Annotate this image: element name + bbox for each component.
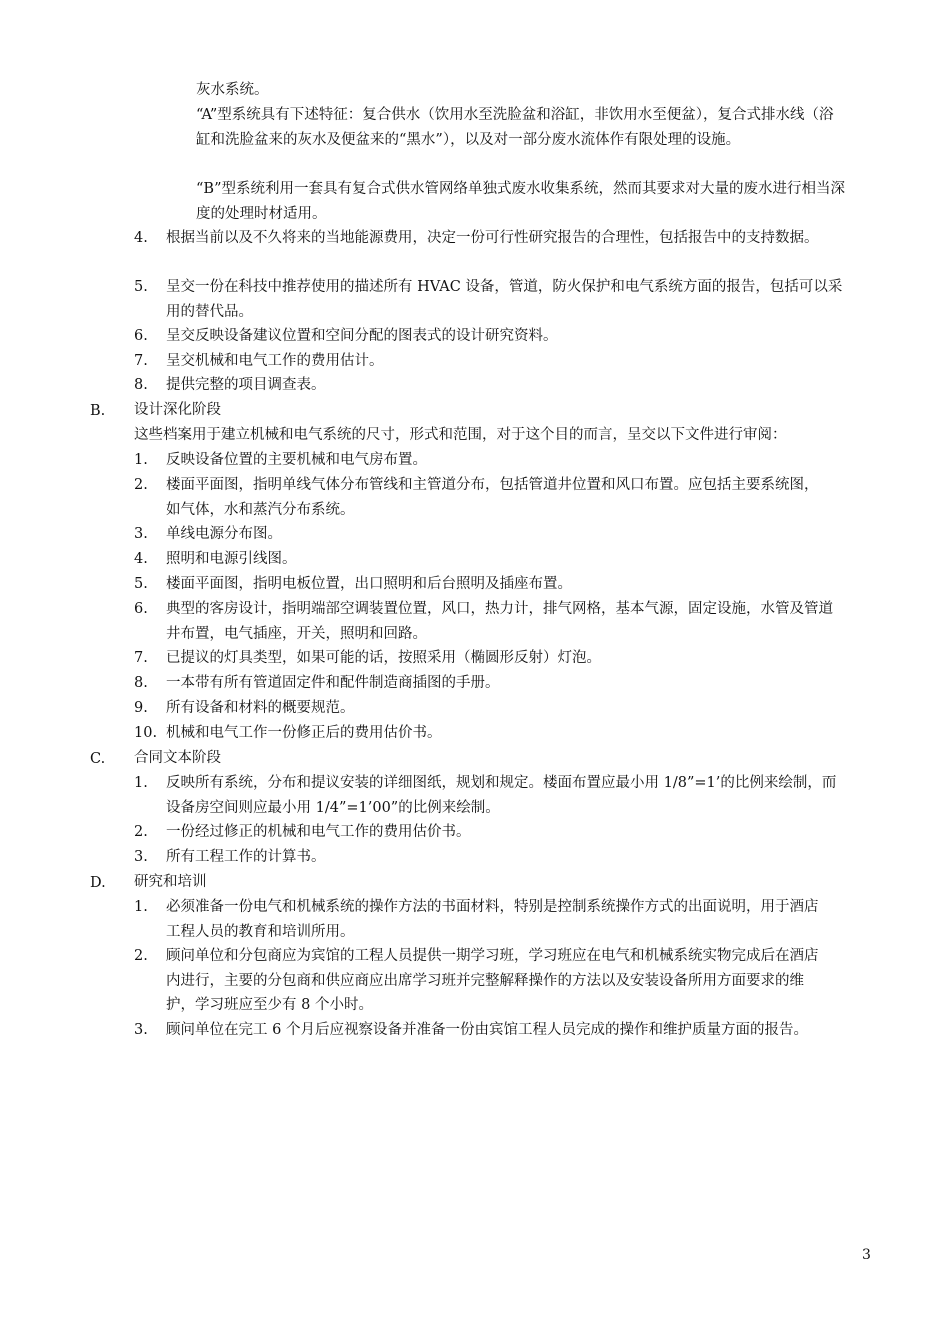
intro-paragraph: 灰水系统。: [196, 82, 269, 98]
intro-paragraph: “B”型系统利用一套具有复合式供水管网络单独式废水收集系统，然而其要求对大量的废水进行相当深度的处理时材适用。: [196, 181, 845, 222]
list-number: 5.: [134, 279, 148, 295]
list-number: 3.: [134, 526, 148, 542]
section-letter: D.: [90, 875, 106, 891]
list-item: 顾问单位和分包商应为宾馆的工程人员提供一期学习班，学习班应在电气和机械系统实物完成后在酒店内进行，主要的分包商和供应商应出席学习班并完整解释操作的方法以及安装设备所用方面要求的维护，学习班应至少有 8 个小时。: [166, 948, 819, 1013]
list-item: 必须准备一份电气和机械系统的操作方法的书面材料，特别是控制系统操作方式的出面说明，用于酒店工程人员的教育和培训所用。: [166, 899, 819, 940]
section-title: 研究和培训: [134, 874, 207, 890]
list-number: 7.: [134, 353, 148, 369]
list-item: 楼面平面图，指明电板位置，出口照明和后台照明及插座布置。: [166, 576, 572, 592]
section-letter: C.: [90, 751, 106, 767]
list-item: 根据当前以及不久将来的当地能源费用，决定一份可行性研究报告的合理性，包括报告中的支持数据。: [166, 230, 819, 246]
list-item: 楼面平面图，指明单线气体分布管线和主管道分布，包括管道井位置和风口布置。应包括主要系统图，如气体，水和蒸汽分布系统。: [166, 477, 819, 518]
list-number: 6.: [134, 328, 148, 344]
list-number: 6.: [134, 601, 148, 617]
list-item: 单线电源分布图。: [166, 526, 282, 542]
list-number: 10.: [134, 725, 158, 741]
list-item: 一份经过修正的机械和电气工作的费用估价书。: [166, 824, 471, 840]
list-number: 2.: [134, 824, 148, 840]
list-item: 顾问单位在完工 6 个月后应视察设备并准备一份由宾馆工程人员完成的操作和维护质量方面的报告。: [166, 1022, 808, 1038]
list-number: 4.: [134, 551, 148, 567]
list-number: 1.: [134, 452, 148, 468]
list-item: 所有工程工作的计算书。: [166, 849, 326, 865]
list-item: 典型的客房设计，指明端部空调装置位置，风口，热力计，排气网格，基本气源，固定设施，水管及管道井布置，电气插座，开关，照明和回路。: [166, 601, 833, 642]
list-item: 所有设备和材料的概要规范。: [166, 700, 355, 716]
list-number: 1.: [134, 775, 148, 791]
list-item: 提供完整的项目调查表。: [166, 377, 326, 393]
section-title: 设计深化阶段: [134, 402, 221, 418]
list-number: 2.: [134, 948, 148, 964]
section-letter: B.: [90, 403, 106, 419]
list-number: 4.: [134, 230, 148, 246]
list-item: 呈交机械和电气工作的费用估计。: [166, 353, 384, 369]
list-item: 已提议的灯具类型，如果可能的话，按照采用（椭圆形反射）灯泡。: [166, 650, 601, 666]
list-number: 2.: [134, 477, 148, 493]
section-intro: 这些档案用于建立机械和电气系统的尺寸，形式和范围，对于这个目的而言，呈交以下文件进行审阅：: [134, 427, 787, 443]
list-number: 5.: [134, 576, 148, 592]
list-item: 呈交一份在科技中推荐使用的描述所有 HVAC 设备，管道，防火保护和电气系统方面的报告，包括可以采用的替代品。: [166, 279, 843, 320]
list-number: 9.: [134, 700, 148, 716]
list-item: 反映设备位置的主要机械和电气房布置。: [166, 452, 427, 468]
list-item: 呈交反映设备建议位置和空间分配的图表式的设计研究资料。: [166, 328, 558, 344]
list-number: 1.: [134, 899, 148, 915]
list-item: 机械和电气工作一份修正后的费用估价书。: [166, 725, 442, 741]
list-number: 3.: [134, 849, 148, 865]
intro-paragraph: “A”型系统具有下述特征：复合供水（饮用水至洗脸盆和浴缸，非饮用水至便盆），复合式排水线（浴缸和洗脸盆来的灰水及便盆来的“黑水”），以及对一部分废水流体作有限处理的设施。: [196, 107, 834, 148]
list-item: 一本带有所有管道固定件和配件制造商插图的手册。: [166, 675, 500, 691]
list-number: 3.: [134, 1022, 148, 1038]
list-item: 照明和电源引线图。: [166, 551, 297, 567]
section-title: 合同文本阶段: [134, 750, 221, 766]
page-number: 3: [862, 1247, 871, 1263]
list-item: 反映所有系统，分布和提议安装的详细图纸，规划和规定。楼面布置应最小用 1/8”=1’的比例来绘制，而设备房空间则应最小用 1/4”=1’00”的比例来绘制。: [166, 775, 837, 816]
list-number: 7.: [134, 650, 148, 666]
list-number: 8.: [134, 377, 148, 393]
list-number: 8.: [134, 675, 148, 691]
